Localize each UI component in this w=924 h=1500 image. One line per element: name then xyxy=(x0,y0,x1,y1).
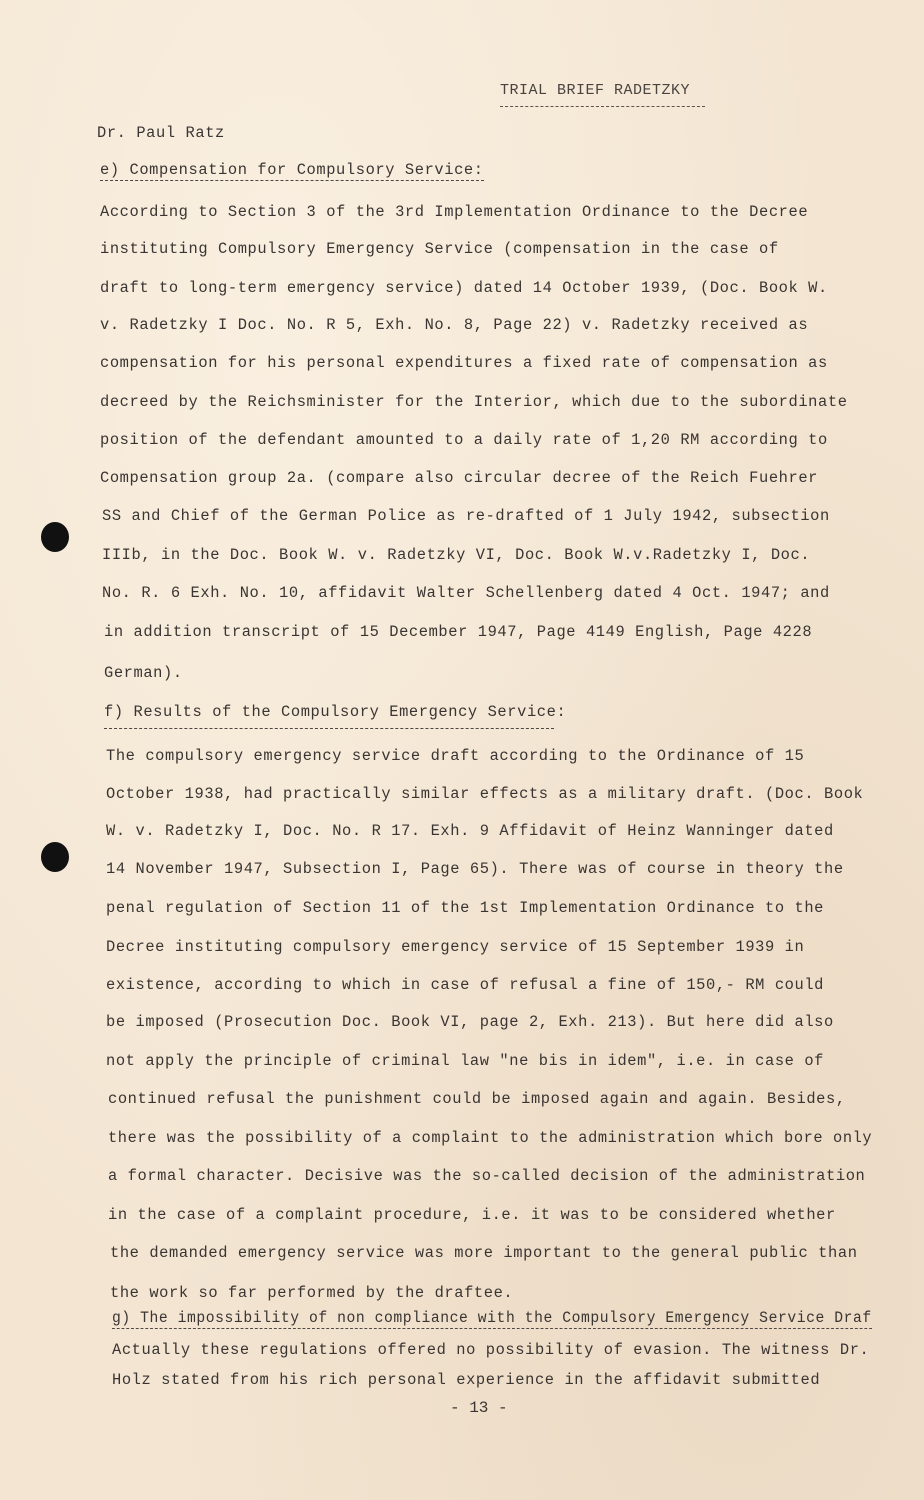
section-e-line: compensation for his personal expenditures a fixed rate of compensation as xyxy=(100,354,828,372)
section-f-line: in the case of a complaint procedure, i.e. it was to be considered whether xyxy=(108,1206,836,1224)
author-name: Dr. Paul Ratz xyxy=(97,124,225,142)
section-e-line: SS and Chief of the German Police as re-drafted of 1 July 1942, subsection xyxy=(102,507,830,525)
section-e-line: v. Radetzky I Doc. No. R 5, Exh. No. 8, Page 22) v. Radetzky received as xyxy=(100,316,809,334)
section-e-line: draft to long-term emergency service) dated 14 October 1939, (Doc. Book W. xyxy=(100,279,828,297)
section-e-line: in addition transcript of 15 December 1947, Page 4149 English, Page 4228 xyxy=(104,623,813,641)
section-f-line: a formal character. Decisive was the so-called decision of the administration xyxy=(108,1167,866,1185)
section-g-heading-text: g) The impossibility of non compliance with the Compulsory Emergency Service Draf xyxy=(112,1309,872,1327)
section-e-line: Compensation group 2a. (compare also circular decree of the Reich Fuehrer xyxy=(100,469,819,487)
section-g-heading xyxy=(112,1309,872,1327)
section-g-line: Holz stated from his rich personal experience in the affidavit submitted xyxy=(112,1371,821,1389)
section-f-line: not apply the principle of criminal law "ne bis in idem", i.e. in case of xyxy=(106,1052,825,1070)
section-f-heading-underline xyxy=(104,728,554,729)
punch-hole-lower xyxy=(41,842,69,872)
section-f-line: there was the possibility of a complaint to the administration which bore only xyxy=(108,1129,873,1147)
section-f-line: The compulsory emergency service draft according to the Ordinance of 15 xyxy=(106,747,805,765)
section-f-line: continued refusal the punishment could be imposed again and again. Besides, xyxy=(108,1090,846,1108)
section-e-line: No. R. 6 Exh. No. 10, affidavit Walter Schellenberg dated 4 Oct. 1947; and xyxy=(102,584,830,602)
punch-hole-upper xyxy=(41,522,69,552)
header-title: TRIAL BRIEF RADETZKY xyxy=(500,82,691,99)
section-e-heading xyxy=(100,161,484,179)
section-e-line: instituting Compulsory Emergency Service (compensation in the case of xyxy=(100,240,779,258)
section-f-line: be imposed (Prosecution Doc. Book VI, page 2, Exh. 213). But here did also xyxy=(106,1013,834,1031)
section-e-heading-text: e) Compensation for Compulsory Service: xyxy=(100,161,484,179)
section-f-heading: f) Results of the Compulsory Emergency Service: xyxy=(104,703,567,721)
section-f-line: existence, according to which in case of refusal a fine of 150,- RM could xyxy=(106,976,825,994)
section-f-line: the work so far performed by the draftee. xyxy=(110,1284,514,1302)
section-e-line: IIIb, in the Doc. Book W. v. Radetzky VI, Doc. Book W.v.Radetzky I, Doc. xyxy=(102,546,811,564)
section-f-line: penal regulation of Section 11 of the 1st Implementation Ordinance to the xyxy=(106,899,825,917)
section-f-line: W. v. Radetzky I, Doc. No. R 17. Exh. 9 Affidavit of Heinz Wanninger dated xyxy=(106,822,834,840)
section-e-line: According to Section 3 of the 3rd Implementation Ordinance to the Decree xyxy=(100,203,809,221)
section-g-line: Actually these regulations offered no possibility of evasion. The witness Dr. xyxy=(112,1341,870,1359)
section-e-line: decreed by the Reichsminister for the Interior, which due to the subordinate xyxy=(100,393,848,411)
section-f-line: 14 November 1947, Subsection I, Page 65). There was of course in theory the xyxy=(106,860,844,878)
header-underline xyxy=(500,106,705,107)
section-f-line: Decree instituting compulsory emergency service of 15 September 1939 in xyxy=(106,938,805,956)
section-e-line: German). xyxy=(104,664,183,682)
section-f-line: October 1938, had practically similar effects as a military draft. (Doc. Book xyxy=(106,785,864,803)
section-e-line: position of the defendant amounted to a daily rate of 1,20 RM according to xyxy=(100,431,828,449)
page-number: - 13 - xyxy=(450,1399,508,1417)
section-f-line: the demanded emergency service was more important to the general public than xyxy=(110,1244,858,1262)
